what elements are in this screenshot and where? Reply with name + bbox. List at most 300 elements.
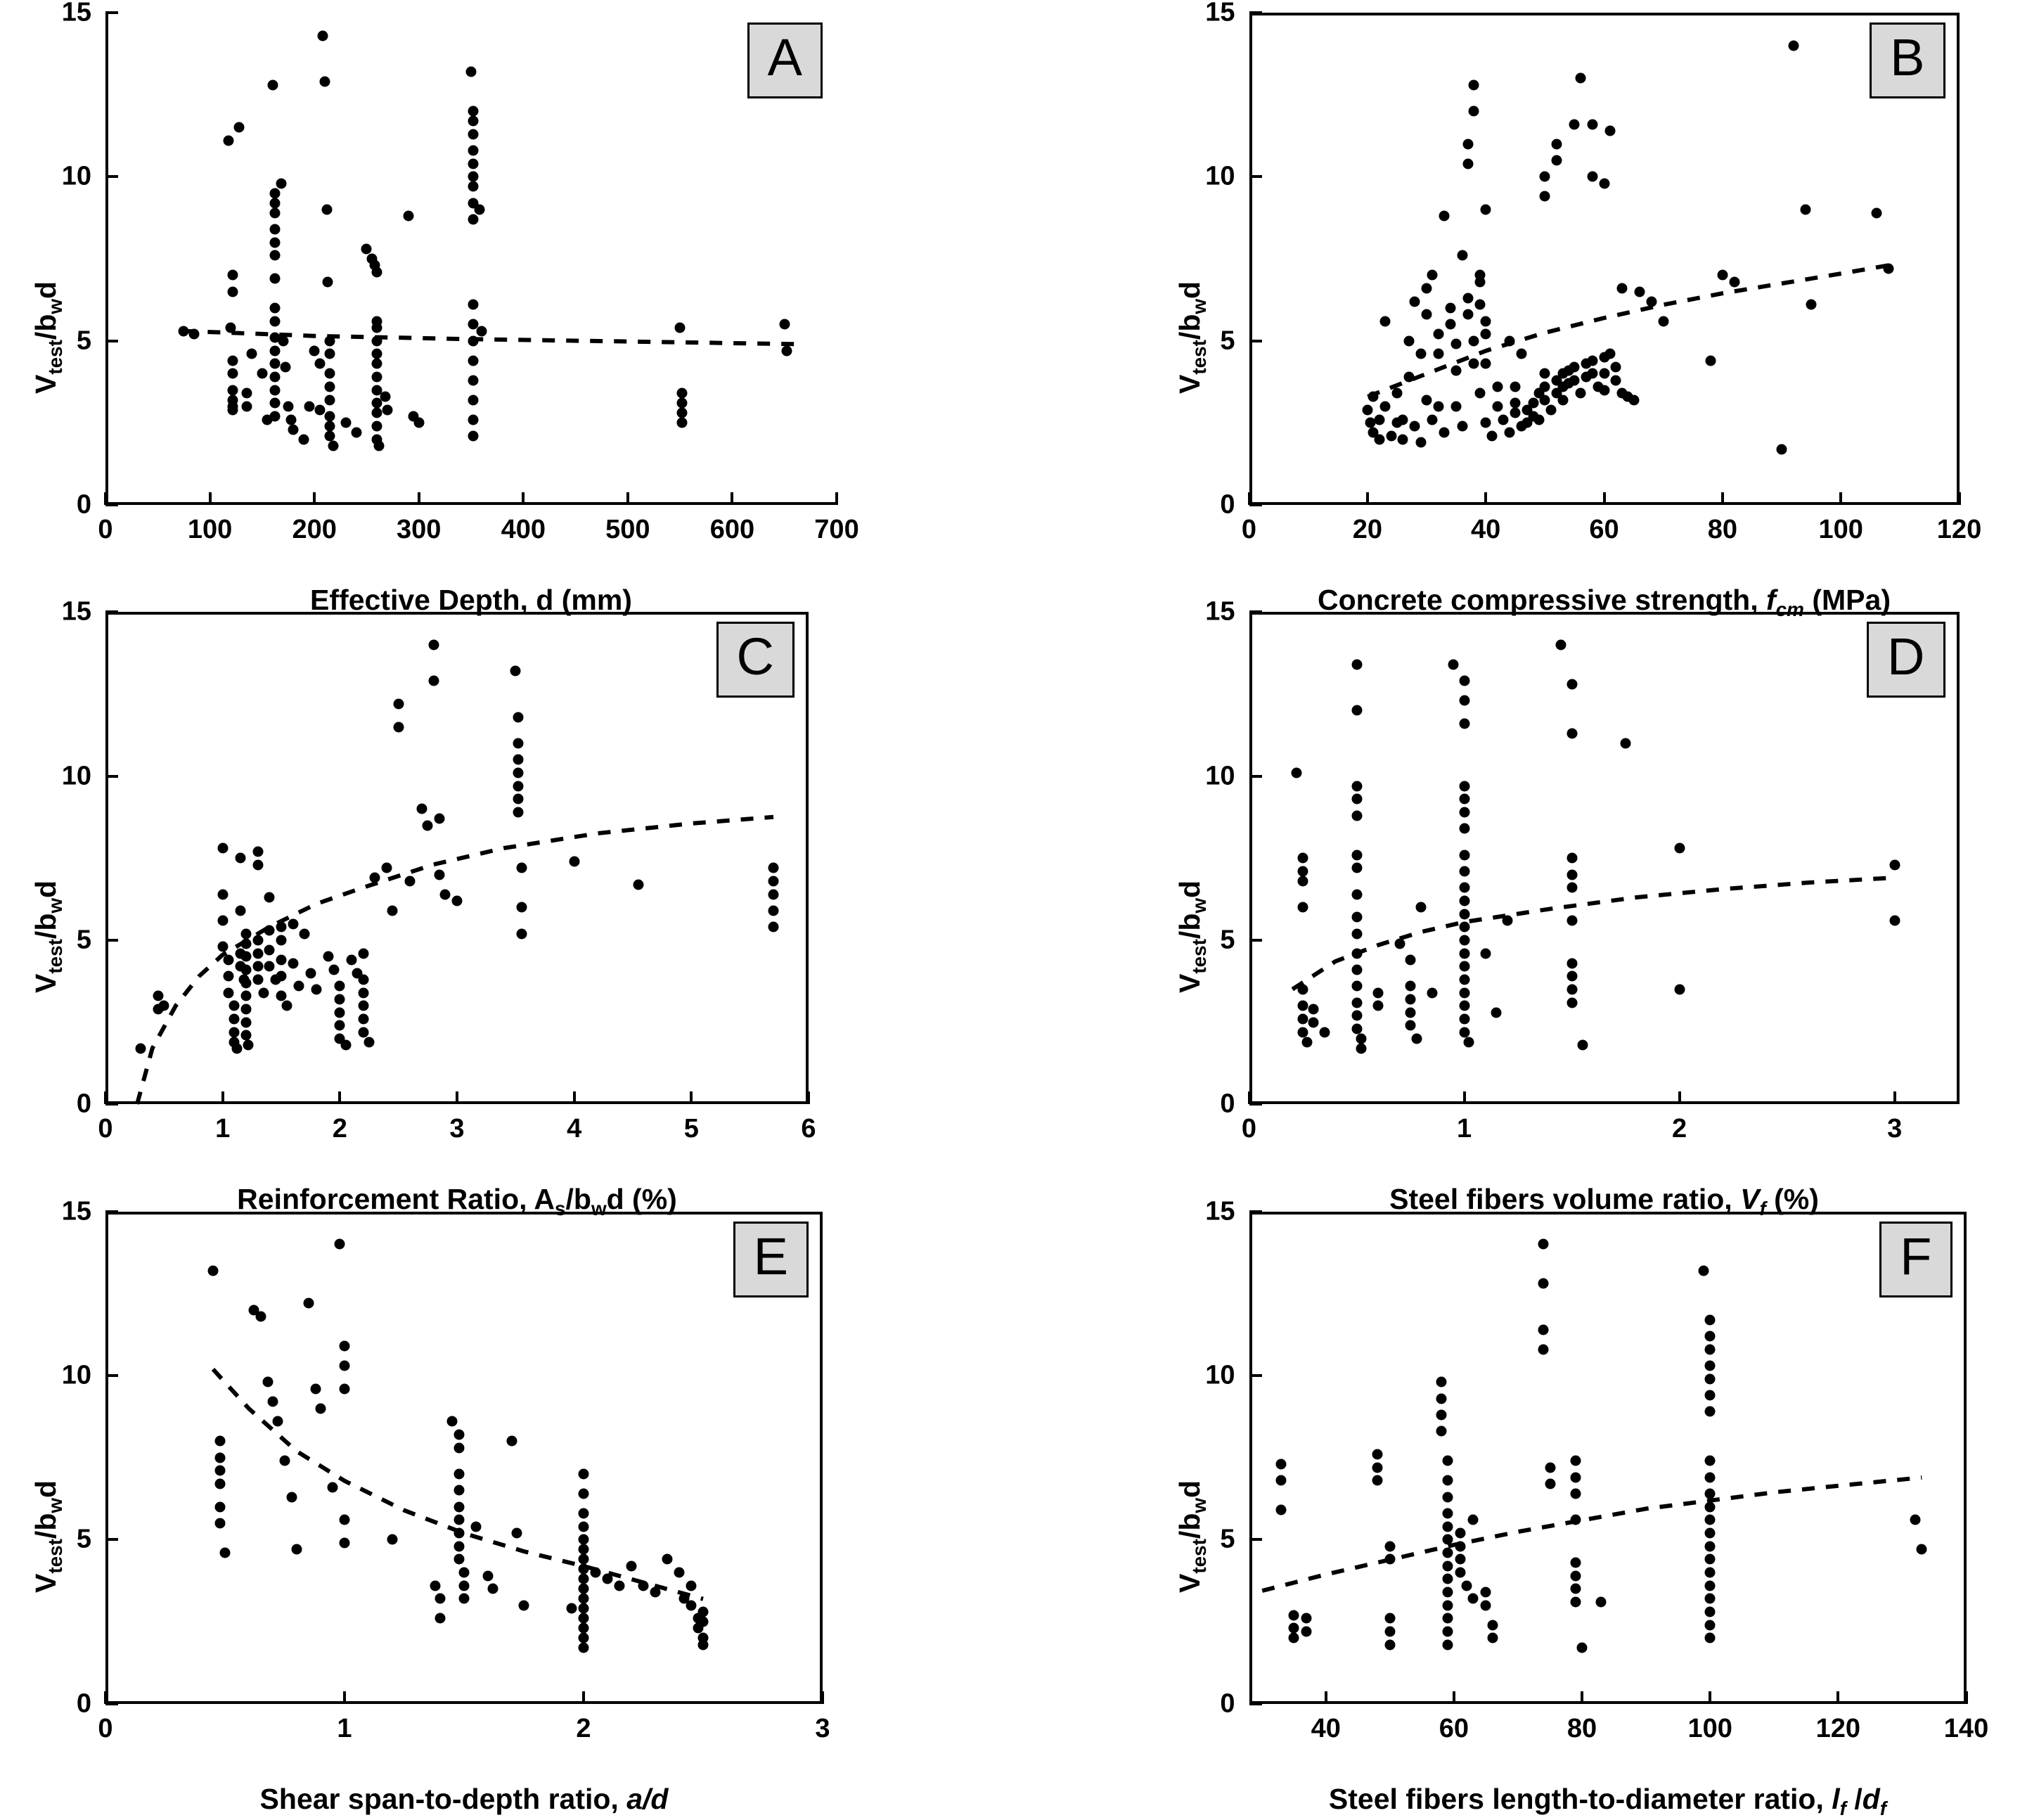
data-point <box>1552 155 1562 166</box>
data-point <box>320 77 330 87</box>
data-point <box>1386 431 1396 442</box>
data-point <box>1599 178 1609 188</box>
data-point <box>1705 1472 1716 1482</box>
data-point <box>1621 738 1631 748</box>
data-point <box>269 303 280 314</box>
data-point <box>1442 1508 1453 1518</box>
data-point <box>1298 866 1308 876</box>
data-point <box>454 1485 465 1496</box>
data-point <box>1276 1505 1287 1515</box>
data-point <box>1442 1613 1453 1624</box>
data-point <box>217 889 228 899</box>
data-point <box>224 136 234 146</box>
data-point <box>1889 859 1900 870</box>
data-point <box>267 79 278 90</box>
data-point <box>1442 1574 1453 1584</box>
data-point <box>234 122 245 133</box>
data-point <box>1457 250 1467 261</box>
data-point <box>579 1564 589 1575</box>
x-tick-label: 140 <box>1910 1714 2020 1744</box>
data-point <box>1705 1344 1716 1354</box>
y-axis-title-b: $V_{test}/b_wd$ <box>1173 281 1211 394</box>
data-point <box>1611 375 1621 385</box>
data-point <box>474 205 484 215</box>
data-point <box>1538 1344 1549 1354</box>
y-tick <box>105 11 118 14</box>
y-tick-label: 10 <box>28 162 91 192</box>
data-point <box>1705 1488 1716 1499</box>
data-point <box>311 984 322 994</box>
data-point <box>423 820 433 831</box>
data-point <box>1491 1007 1502 1018</box>
data-point <box>1481 418 1491 428</box>
panel-a <box>0 0 1010 599</box>
data-point <box>1372 1449 1382 1459</box>
data-point <box>1351 781 1362 791</box>
x-axis-title-b-post: (MPa) <box>1804 584 1891 616</box>
y-tick-label: 5 <box>28 925 91 955</box>
data-point <box>228 369 238 379</box>
data-point <box>1705 1527 1716 1538</box>
data-point <box>1459 895 1469 906</box>
data-point <box>579 1574 589 1584</box>
data-point <box>1442 1475 1453 1486</box>
panel-label-a: A <box>747 23 823 98</box>
y-tick-label: 15 <box>28 0 91 28</box>
data-point <box>1705 1314 1716 1325</box>
data-point <box>321 205 332 215</box>
data-point <box>393 698 404 709</box>
data-point <box>686 1580 697 1591</box>
data-point <box>300 928 310 939</box>
data-point <box>447 1416 458 1427</box>
y-tick <box>1249 1538 1262 1541</box>
data-point <box>1301 1613 1312 1624</box>
data-point <box>1439 428 1450 438</box>
data-point <box>1276 1459 1287 1469</box>
data-point <box>1599 385 1609 395</box>
data-point <box>1308 1004 1319 1014</box>
y-tick <box>105 175 118 178</box>
data-point <box>1705 1580 1716 1591</box>
y-tick-label: 5 <box>1172 326 1235 356</box>
data-point <box>1705 1633 1716 1643</box>
data-point <box>428 676 439 686</box>
data-point <box>1459 696 1469 706</box>
data-point <box>1319 1027 1330 1037</box>
data-point <box>1567 679 1577 689</box>
x-axis-title-a: Effective Depth, d (mm) <box>105 584 837 617</box>
data-point <box>1889 915 1900 925</box>
x-tick-label: 100 <box>1654 1714 1766 1744</box>
x-tick <box>690 1091 693 1104</box>
data-point <box>677 418 688 428</box>
data-point <box>1436 1426 1446 1437</box>
data-point <box>241 402 252 412</box>
data-point <box>1391 388 1402 399</box>
data-point <box>1351 1011 1362 1021</box>
data-point <box>1459 961 1469 972</box>
data-point <box>335 1020 345 1031</box>
y-tick <box>1249 1210 1262 1213</box>
data-point <box>1459 1001 1469 1011</box>
y-tick-label: 10 <box>1172 1360 1235 1390</box>
data-point <box>1510 398 1521 409</box>
data-point <box>1569 362 1580 373</box>
data-point <box>1373 987 1384 998</box>
data-point <box>662 1554 673 1565</box>
data-point <box>674 1567 685 1577</box>
x-axis-title-b-pre: Concrete compressive strength, <box>1318 584 1766 616</box>
data-point <box>454 1554 465 1565</box>
data-point <box>328 1482 338 1492</box>
y-tick-label: 15 <box>1172 0 1235 28</box>
data-point <box>1451 339 1462 350</box>
data-point <box>468 146 478 156</box>
x-axis-title-f-symbol2: d <box>1863 1783 1880 1815</box>
data-point <box>513 738 523 748</box>
data-point <box>1384 1626 1395 1636</box>
data-point <box>314 404 325 415</box>
data-point <box>454 1442 465 1453</box>
data-point <box>1298 902 1308 913</box>
data-point <box>1351 964 1362 975</box>
x-axis-title-e-pre: Shear span-to-depth ratio, <box>260 1783 627 1815</box>
data-point <box>269 224 280 235</box>
x-tick <box>1839 492 1842 505</box>
data-point <box>468 431 478 442</box>
data-point <box>228 404 238 415</box>
data-point <box>638 1580 649 1591</box>
data-point <box>1481 948 1491 959</box>
data-point <box>1373 1001 1384 1011</box>
data-point <box>358 1027 368 1037</box>
data-point <box>768 905 779 916</box>
data-point <box>1705 1456 1716 1466</box>
data-point <box>1459 718 1469 729</box>
data-point <box>252 948 263 959</box>
data-point <box>228 355 238 366</box>
x-axis-title-f-sub2: f <box>1880 1797 1886 1819</box>
y-tick-label: 10 <box>28 761 91 791</box>
x-axis-title-c-mid: /b <box>566 1183 591 1215</box>
data-point <box>335 981 345 992</box>
data-point <box>510 666 521 677</box>
data-point <box>252 859 263 870</box>
data-point <box>1575 388 1585 399</box>
data-point <box>1871 207 1881 218</box>
data-point <box>276 991 287 1001</box>
data-point <box>1380 402 1391 412</box>
x-tick <box>1965 1691 1968 1704</box>
data-point <box>358 1013 368 1024</box>
x-tick <box>456 1091 458 1104</box>
y-axis-title-c: $V_{test}/b_wd$ <box>30 880 67 993</box>
data-point <box>1445 319 1455 330</box>
y-tick <box>1249 175 1262 178</box>
data-point <box>304 1298 314 1309</box>
data-point <box>1405 994 1416 1004</box>
data-point <box>435 814 445 824</box>
data-point <box>208 1265 219 1276</box>
data-point <box>1394 938 1405 949</box>
data-point <box>1545 1462 1555 1473</box>
y-tick-label: 0 <box>28 1688 91 1719</box>
data-point <box>1416 902 1427 913</box>
data-point <box>215 1436 226 1447</box>
data-point <box>1502 915 1512 925</box>
x-tick-label: 700 <box>780 515 893 545</box>
data-point <box>698 1639 709 1650</box>
data-point <box>276 954 287 965</box>
x-tick-label: 20 <box>1311 515 1424 545</box>
data-point <box>340 1360 350 1371</box>
data-point <box>215 1501 226 1512</box>
data-point <box>1462 293 1473 304</box>
data-point <box>1468 1594 1479 1604</box>
x-axis-title-f-sub1: f <box>1840 1797 1846 1819</box>
data-point <box>1705 1620 1716 1630</box>
x-tick <box>522 492 525 505</box>
data-point <box>1384 1639 1395 1650</box>
y-axis-title-d: $V_{test}/b_wd$ <box>1173 880 1211 993</box>
data-point <box>1540 191 1550 202</box>
data-point <box>1439 211 1450 222</box>
data-point <box>286 414 297 425</box>
data-point <box>1567 915 1577 925</box>
x-tick-label: 80 <box>1526 1714 1638 1744</box>
x-tick <box>1325 1691 1327 1704</box>
data-point <box>1705 1515 1716 1525</box>
data-point <box>256 1311 266 1321</box>
data-point <box>1604 349 1615 359</box>
data-point <box>1567 997 1577 1008</box>
data-point <box>1459 1027 1469 1037</box>
data-point <box>269 250 280 261</box>
data-point <box>224 987 234 998</box>
data-point <box>1487 1633 1498 1643</box>
data-point <box>316 1403 326 1414</box>
x-tick-label: 2 <box>527 1714 640 1744</box>
data-point <box>1616 283 1627 294</box>
data-point <box>325 411 335 422</box>
data-point <box>1788 40 1799 51</box>
data-point <box>215 1518 226 1528</box>
data-point <box>603 1574 613 1584</box>
data-point <box>1486 431 1497 442</box>
data-point <box>483 1570 494 1581</box>
data-point <box>1487 1620 1498 1630</box>
data-point <box>1705 1406 1716 1417</box>
data-point <box>1493 402 1503 412</box>
data-point <box>393 722 404 732</box>
data-point <box>1567 883 1577 893</box>
y-tick <box>105 1103 118 1106</box>
data-point <box>325 382 335 392</box>
data-point <box>1302 1037 1313 1047</box>
data-point <box>287 1492 297 1502</box>
data-point <box>229 1027 240 1037</box>
data-point <box>1575 73 1585 84</box>
data-point <box>1570 1557 1581 1568</box>
data-point <box>1674 843 1685 854</box>
data-point <box>294 981 304 992</box>
y-tick <box>1249 775 1262 778</box>
data-point <box>247 349 257 359</box>
data-point <box>1540 382 1550 392</box>
data-point <box>1699 1265 1709 1276</box>
data-point <box>417 804 427 814</box>
data-point <box>264 944 275 955</box>
y-tick-label: 0 <box>28 1089 91 1120</box>
y-tick-label: 10 <box>28 1360 91 1390</box>
data-point <box>1705 1373 1716 1384</box>
y-tick-label: 5 <box>28 1525 91 1555</box>
data-point <box>519 1600 529 1610</box>
data-point <box>430 1580 441 1591</box>
x-tick-label: 0 <box>49 1114 162 1144</box>
data-point <box>1457 421 1467 432</box>
data-point <box>299 434 309 444</box>
y-tick-label: 15 <box>28 597 91 627</box>
data-point <box>1356 1033 1366 1044</box>
data-point <box>1569 375 1580 385</box>
data-point <box>1372 1462 1382 1473</box>
x-axis-title-b-sub: cm <box>1776 598 1804 620</box>
data-point <box>1567 728 1577 738</box>
data-point <box>1276 1475 1287 1486</box>
data-point <box>1398 434 1408 444</box>
data-point <box>305 968 316 978</box>
x-tick <box>626 492 629 505</box>
data-point <box>325 335 335 346</box>
panel-label-c: C <box>716 622 795 698</box>
data-point <box>269 359 280 369</box>
data-point <box>1481 316 1491 326</box>
x-axis-title-c-post: d (%) <box>607 1183 677 1215</box>
data-point <box>781 345 792 356</box>
data-point <box>328 441 338 451</box>
data-point <box>513 807 523 817</box>
data-point <box>1883 264 1893 274</box>
data-point <box>311 1383 321 1394</box>
data-point <box>1481 205 1491 215</box>
data-point <box>1308 1017 1319 1027</box>
data-point <box>1469 335 1479 346</box>
data-point <box>405 876 416 886</box>
data-point <box>153 991 164 1001</box>
data-point <box>235 853 245 864</box>
data-point <box>1298 1001 1308 1011</box>
x-tick-label: 2 <box>283 1114 396 1144</box>
y-tick <box>1249 1374 1262 1377</box>
data-point <box>1459 948 1469 959</box>
data-point <box>1635 286 1645 297</box>
x-tick <box>821 1691 824 1704</box>
data-point <box>1289 1623 1299 1634</box>
data-point <box>1577 1040 1588 1051</box>
data-point <box>235 905 245 916</box>
data-point <box>1705 1554 1716 1565</box>
data-point <box>1433 349 1443 359</box>
data-point <box>329 964 340 975</box>
data-point <box>340 1340 350 1351</box>
data-point <box>1442 1587 1453 1597</box>
data-point <box>579 1623 589 1634</box>
data-point <box>1646 296 1656 307</box>
data-point <box>677 408 688 418</box>
panel-label-e: E <box>733 1222 809 1297</box>
x-tick <box>807 1091 810 1104</box>
data-point <box>1504 335 1514 346</box>
data-point <box>252 961 263 972</box>
data-point <box>340 1515 350 1525</box>
data-point <box>1459 1013 1469 1024</box>
data-point <box>1351 928 1362 939</box>
x-tick-label: 5 <box>635 1114 747 1144</box>
data-point <box>1705 1360 1716 1371</box>
data-point <box>1567 853 1577 864</box>
data-point <box>325 369 335 379</box>
data-point <box>159 1001 169 1011</box>
data-point <box>1469 79 1479 90</box>
data-point <box>1533 414 1544 425</box>
x-tick <box>1366 492 1369 505</box>
data-point <box>1587 172 1597 182</box>
y-tick-label: 5 <box>1172 1525 1235 1555</box>
data-point <box>217 843 228 854</box>
data-point <box>1474 300 1485 310</box>
data-point <box>1599 369 1609 379</box>
data-point <box>276 922 287 933</box>
data-point <box>1498 414 1509 425</box>
data-point <box>1442 1600 1453 1610</box>
data-point <box>1674 984 1685 994</box>
data-point <box>579 1554 589 1565</box>
data-point <box>1469 106 1479 117</box>
data-point <box>1442 1561 1453 1571</box>
data-point <box>264 961 275 972</box>
data-point <box>513 755 523 765</box>
data-point <box>1462 309 1473 320</box>
x-axis-title-f-mid: / <box>1846 1783 1863 1815</box>
data-point <box>1556 639 1567 650</box>
x-tick-label: 400 <box>467 515 579 545</box>
data-point <box>454 1468 465 1479</box>
data-point <box>779 319 790 330</box>
x-tick-label: 2 <box>1623 1114 1736 1144</box>
data-point <box>382 863 392 873</box>
x-tick-label: 1 <box>288 1714 401 1744</box>
y-tick <box>105 504 118 506</box>
x-tick <box>338 1091 341 1104</box>
y-axis-title-e: $V_{test}/b_wd$ <box>30 1480 67 1593</box>
data-point <box>1459 850 1469 860</box>
data-point <box>1351 1023 1362 1034</box>
data-point <box>241 991 252 1001</box>
data-point <box>1380 316 1391 326</box>
data-point <box>1510 408 1521 418</box>
x-tick-label: 0 <box>49 1714 162 1744</box>
data-point <box>263 1377 274 1388</box>
data-point <box>241 1030 252 1041</box>
data-point <box>335 1239 345 1250</box>
data-point <box>1384 1554 1395 1565</box>
data-point <box>1448 659 1459 669</box>
data-point <box>136 1043 146 1053</box>
data-point <box>1459 987 1469 998</box>
data-point <box>454 1515 465 1525</box>
